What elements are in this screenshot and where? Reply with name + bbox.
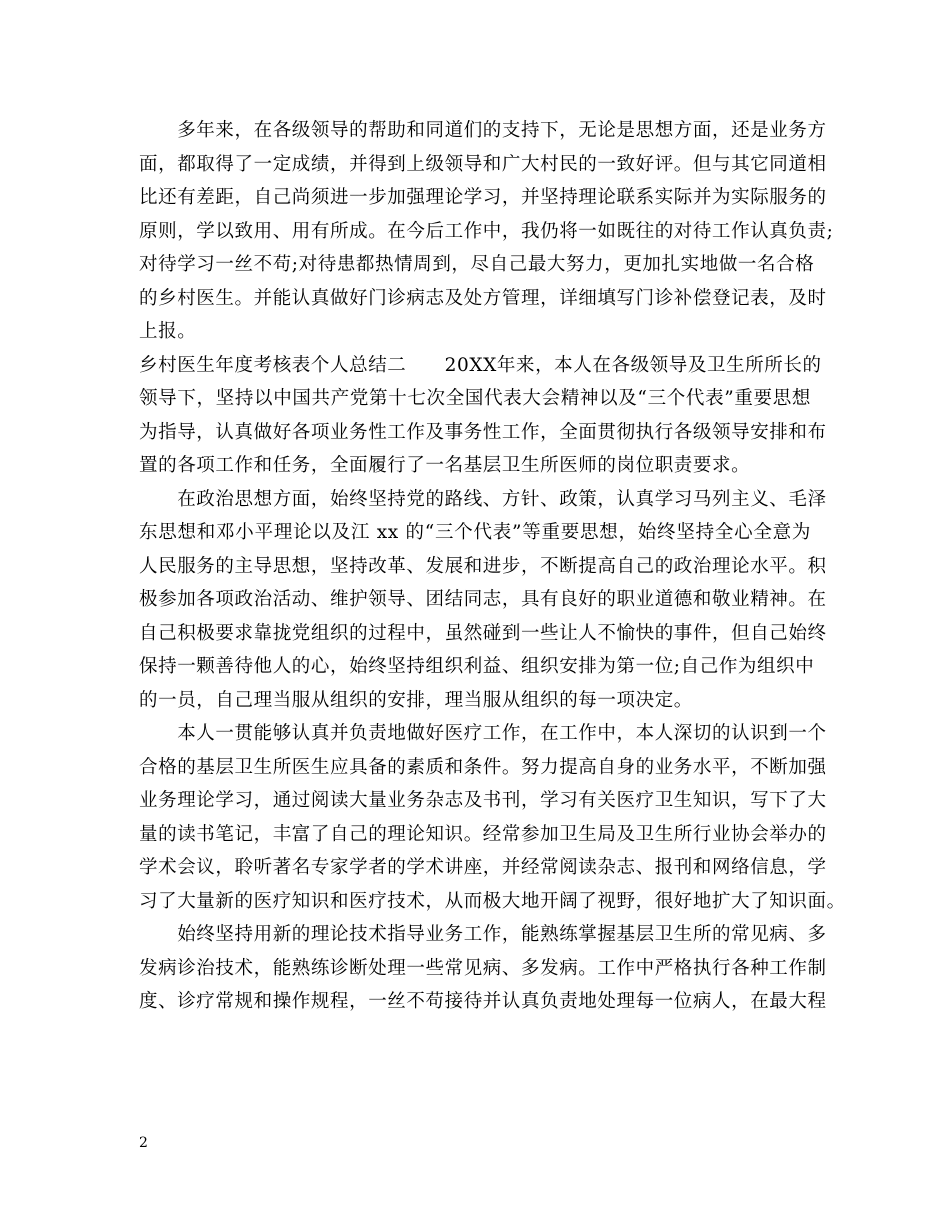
text-line: 极参加各项政治活动、维护领导、团结同志，具有良好的职业道德和敬业精神。在 bbox=[139, 589, 827, 610]
text-line: 在政治思想方面，始终坚持党的路线、方针、政策，认真学习马列主义、毛泽 bbox=[139, 488, 827, 510]
text-line: 量的读书笔记，丰富了自己的理论知识。经常参加卫生局及卫生所行业协会举办的 bbox=[139, 823, 827, 845]
text-line: 学术会议，聆听著名专家学者的学术讲座，并经常阅读杂志、报刊和网络信息，学 bbox=[139, 857, 827, 878]
page-number: 2 bbox=[139, 1135, 148, 1151]
text-line: 为指导，认真做好各项业务性工作及事务性工作，全面贯彻执行各级领导安排和布 bbox=[139, 421, 827, 443]
text-line: 比还有差距，自己尚须进一步加强理论学习，并坚持理论联系实际并为实际服务的 bbox=[139, 187, 827, 208]
text-line: 多年来，在各级领导的帮助和同道们的支持下，无论是思想方面，还是业务方 bbox=[139, 120, 827, 141]
text-line: 面，都取得了一定成绩，并得到上级领导和广大村民的一致好评。但与其它同道相 bbox=[139, 153, 827, 175]
text-line: 本人一贯能够认真并负责地做好医疗工作，在工作中，本人深切的认识到一个 bbox=[139, 723, 827, 744]
body-text bbox=[139, 114, 846, 1019]
text-line: 置的各项工作和任务，全面履行了一名基层卫生所医师的岗位职责要求。 bbox=[139, 455, 751, 476]
text-line: 的一员，自己理当服从组织的安排，理当服从组织的每一项决定。 bbox=[139, 689, 693, 711]
text-line: 合格的基层卫生所医生应具备的素质和条件。努力提高自身的业务水平，不断加强 bbox=[139, 756, 827, 778]
text-line: 乡村医生年度考核表个人总结二 20XX年来，本人在各级领导及卫生所所长的 bbox=[139, 354, 822, 376]
text-line: 领导下，坚持以中国共产党第十七次全国代表大会精神以及“三个代表”重要思想 bbox=[139, 388, 811, 409]
text-line: 度、诊疗常规和操作规程，一丝不苟接待并认真负责地处理每一位病人，在最大程 bbox=[139, 991, 827, 1012]
text-line: 发病诊治技术，能熟练诊断处理一些常见病、多发病。工作中严格执行各种工作制 bbox=[139, 957, 827, 979]
text-line: 保持一颗善待他人的心，始终坚持组织利益、组织安排为第一位;自己作为组织中 bbox=[139, 656, 815, 677]
text-line: 原则，学以致用、用有所成。在今后工作中，我仍将一如既往的对待工作认真负责; bbox=[139, 220, 834, 242]
text-line: 习了大量新的医疗知识和医疗技术，从而极大地开阔了视野，很好地扩大了知识面。 bbox=[139, 890, 846, 912]
text-line: 始终坚持用新的理论技术指导业务工作，能熟练掌握基层卫生所的常见病、多 bbox=[139, 924, 827, 945]
text-line: 的乡村医生。并能认真做好门诊病志及处方管理，详细填写门诊补偿登记表，及时 bbox=[139, 287, 827, 309]
text-line: 上报。 bbox=[139, 321, 197, 342]
text-line: 对待学习一丝不苟;对待患都热情周到，尽自己最大努力，更加扎实地做一名合格 bbox=[139, 254, 815, 275]
text-line: 自己积极要求靠拢党组织的过程中，虽然碰到一些让人不愉快的事件，但自己始终 bbox=[139, 622, 827, 644]
text-line: 业务理论学习，通过阅读大量业务杂志及书刊，学习有关医疗卫生知识，写下了大 bbox=[139, 790, 827, 811]
text-line: 东思想和邓小平理论以及江 xx 的“三个代表”等重要思想，始终坚持全心全意为 bbox=[139, 522, 811, 543]
text-line: 人民服务的主导思想，坚持改革、发展和进步，不断提高自己的政治理论水平。积 bbox=[139, 555, 827, 577]
